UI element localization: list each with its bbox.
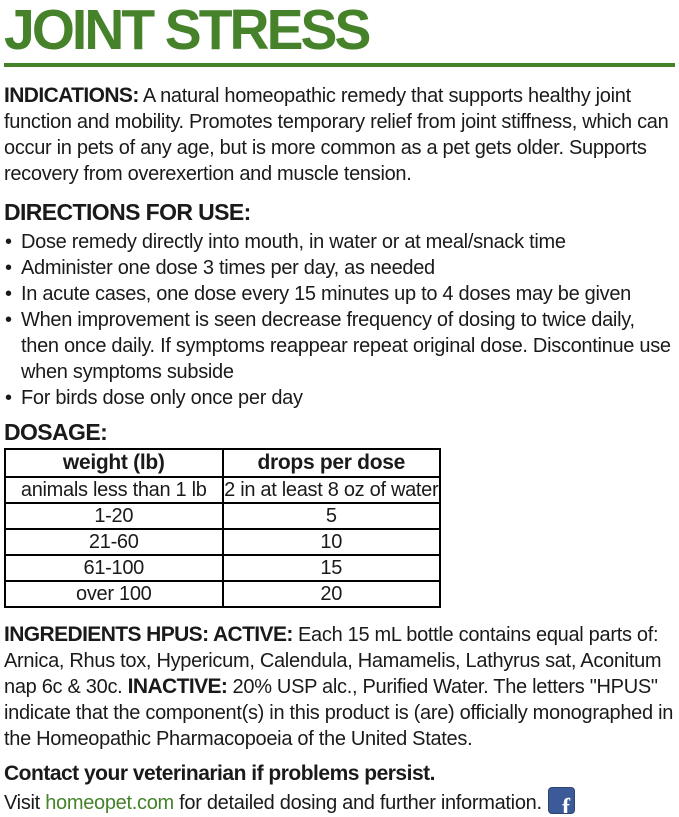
- ingredients-inactive-label: INACTIVE:: [127, 675, 228, 698]
- dosage-table: [4, 448, 441, 608]
- visit-prefix-text: Visit: [4, 792, 46, 814]
- column-header-weight: weight (lb): [5, 449, 223, 477]
- drops-cell: 10: [223, 529, 441, 555]
- ingredients-active-text: Each 15 mL bottle contains equal parts of: Arnica, Rhus tox, Hypericum, Calendula, Hamamelis, Lathyrus sat, Aconitum nap 6c & 30c.: [4, 624, 662, 698]
- directions-heading: DIRECTIONS FOR USE:: [4, 199, 251, 225]
- list-item: • When improvement is seen decrease frequency of dosing to twice daily, then once daily. If symptoms reappear repeat original dose. Discontinue use when symptoms subside: [4, 307, 675, 385]
- list-item: • In acute cases, one dose every 15 minutes up to 4 doses may be given: [4, 281, 675, 307]
- list-item: • Dose remedy directly into mouth, in water or at meal/snack time: [4, 229, 675, 255]
- table-row: [5, 581, 440, 607]
- weight-cell: 21-60: [5, 529, 223, 555]
- table-row: [5, 477, 440, 503]
- column-header-drops: drops per dose: [223, 449, 441, 477]
- table-row: [5, 529, 440, 555]
- weight-cell: over 100: [5, 581, 223, 607]
- table-row: [5, 503, 440, 529]
- directions-bullet-list: [4, 229, 675, 411]
- ingredients-active-label: INGREDIENTS HPUS: ACTIVE:: [4, 623, 293, 646]
- visit-suffix-text: for detailed dosing and further information.: [173, 792, 542, 814]
- visit-website-line: [4, 787, 675, 817]
- weight-cell: animals less than 1 lb: [5, 477, 223, 503]
- weight-cell: 61-100: [5, 555, 223, 581]
- indications-text: A natural homeopathic remedy that supports healthy joint function and mobility. Promotes temporary relief from joint stiffness, which can occur in pets of any age, but is more common as a pet gets older. Supports recovery from overexertion and muscle tension.: [4, 85, 669, 185]
- list-item: • For birds dose only once per day: [4, 385, 675, 411]
- table-row: [5, 555, 440, 581]
- weight-cell: 1-20: [5, 503, 223, 529]
- page-title: JOINT STRESS: [4, 0, 369, 62]
- drops-cell: 15: [223, 555, 441, 581]
- drops-cell: 5: [223, 503, 441, 529]
- ingredients-paragraph: [4, 622, 675, 752]
- contact-veterinarian-note: Contact your veterinarian if problems persist.: [4, 762, 435, 785]
- drops-cell: 20: [223, 581, 441, 607]
- title-divider-rule: [4, 63, 675, 67]
- indications-label: INDICATIONS:: [4, 84, 139, 107]
- table-header-row: [5, 449, 440, 477]
- dosage-heading: DOSAGE:: [4, 419, 108, 445]
- list-item: • Administer one dose 3 times per day, as needed: [4, 255, 675, 281]
- homeopet-link[interactable]: homeopet.com: [45, 792, 174, 814]
- facebook-icon[interactable]: [548, 787, 575, 814]
- ingredients-inactive-text: 20% USP alc., Purified Water. The letters "HPUS" indicate that the component(s) in this product is (are) officially monographed in the Homeopathic Pharmacopoeia of the United States.: [4, 676, 674, 750]
- drops-cell: 2 in at least 8 oz of water: [224, 479, 439, 501]
- indications-paragraph: [4, 83, 675, 187]
